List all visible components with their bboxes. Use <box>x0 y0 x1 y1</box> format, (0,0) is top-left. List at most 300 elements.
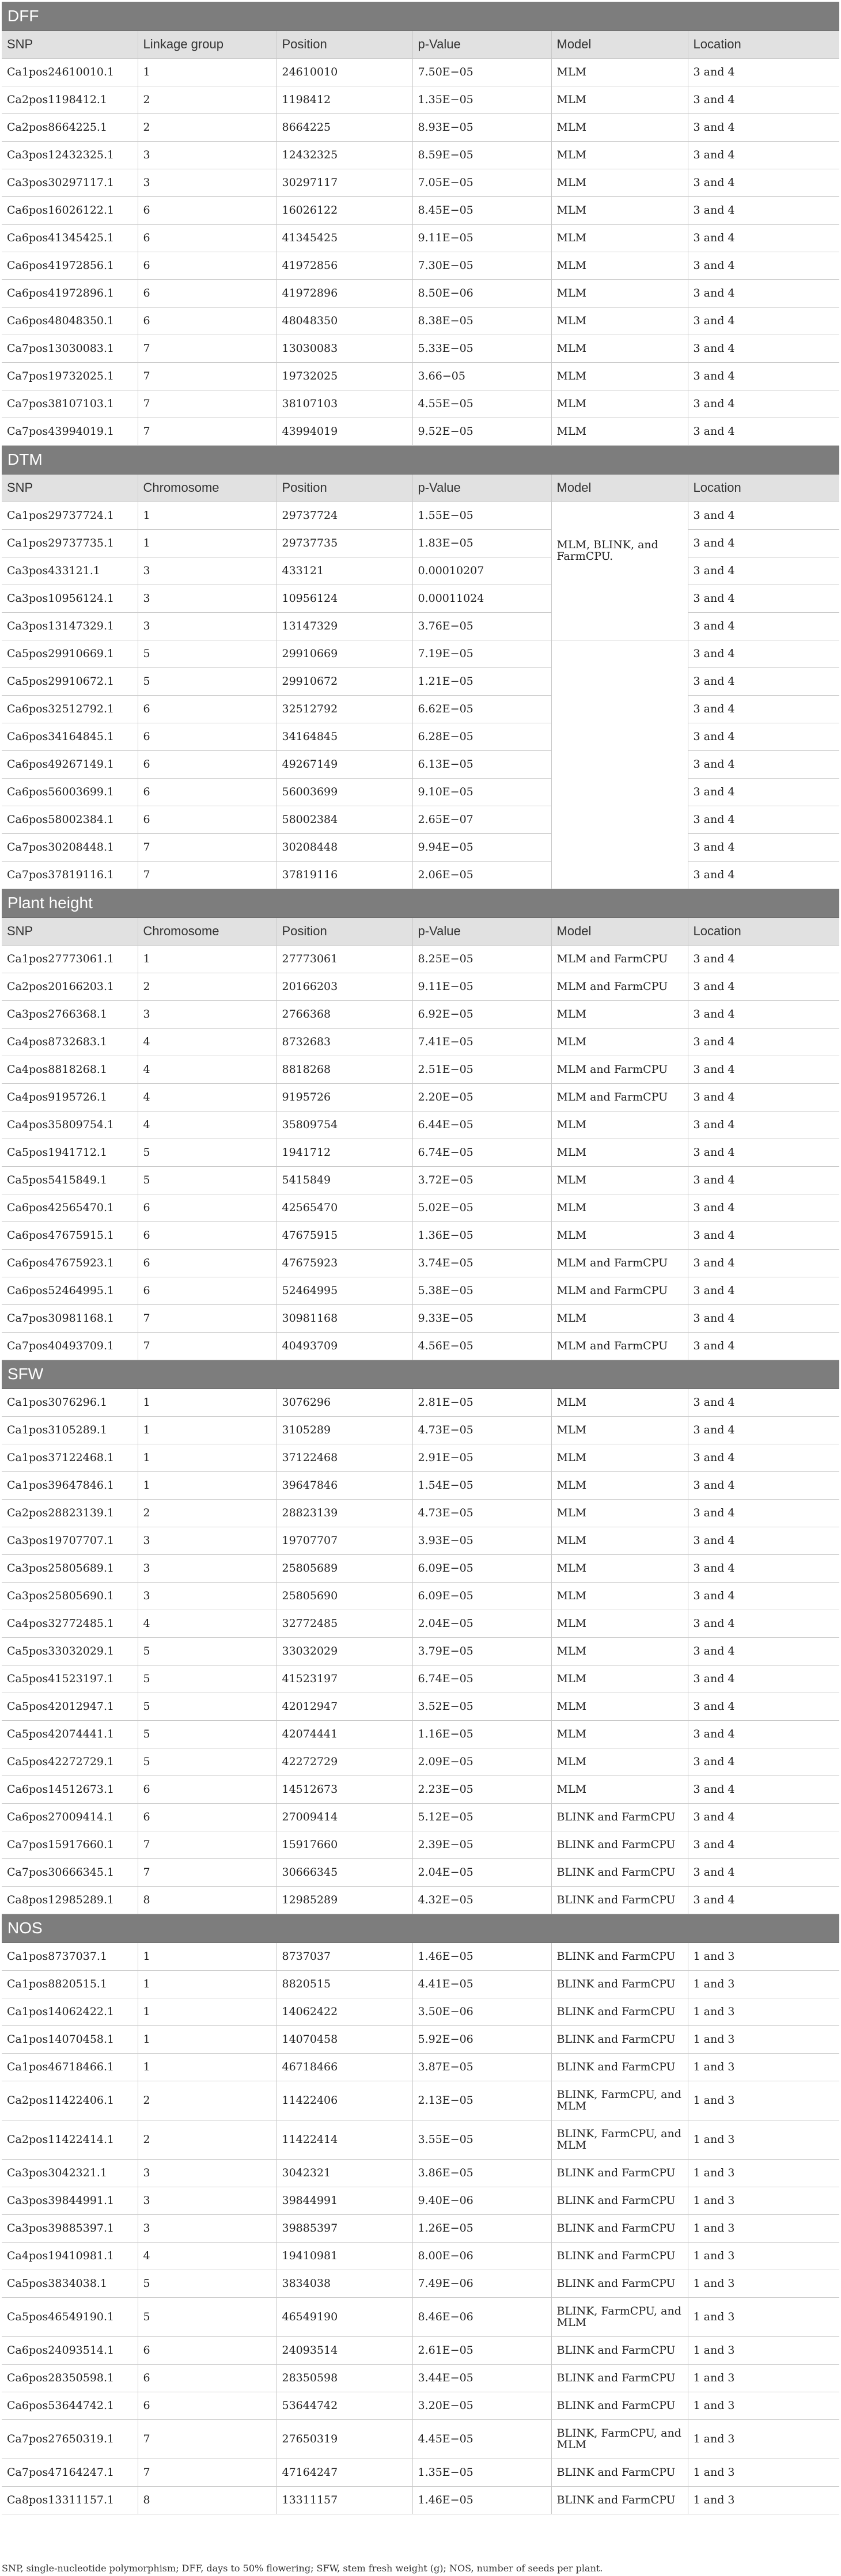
group-cell: 6 <box>138 2392 276 2419</box>
snp-cell: Ca3pos39885397.1 <box>2 2214 138 2242</box>
table-row <box>2 1665 839 1693</box>
snp-cell: Ca4pos8732683.1 <box>2 1028 138 1056</box>
model-cell: BLINK, FarmCPU, and MLM <box>551 2120 688 2159</box>
section-title: Plant height <box>2 889 839 917</box>
pvalue-cell: 2.39E−05 <box>412 1831 551 1858</box>
location-cell: 3 and 4 <box>688 945 839 973</box>
position-cell: 42272729 <box>276 1748 412 1775</box>
snp-cell: Ca1pos3105289.1 <box>2 1416 138 1444</box>
snp-cell: Ca2pos28823139.1 <box>2 1499 138 1527</box>
location-cell: 1 and 3 <box>688 2392 839 2419</box>
group-cell: 3 <box>138 1582 276 1610</box>
position-cell: 9195726 <box>276 1083 412 1111</box>
results-table-container <box>2 2 839 2514</box>
location-cell: 1 and 3 <box>688 2187 839 2214</box>
group-cell: 5 <box>138 2270 276 2297</box>
snp-cell: Ca6pos56003699.1 <box>2 778 138 806</box>
model-cell: MLM <box>551 1720 688 1748</box>
snp-cell: Ca5pos3834038.1 <box>2 2270 138 2297</box>
snp-cell: Ca5pos42012947.1 <box>2 1693 138 1720</box>
pvalue-cell: 2.20E−05 <box>412 1083 551 1111</box>
model-cell: MLM and FarmCPU <box>551 1056 688 1083</box>
group-cell: 7 <box>138 833 276 861</box>
snp-cell: Ca2pos11422406.1 <box>2 2081 138 2120</box>
location-cell: 3 and 4 <box>688 1444 839 1471</box>
group-cell: 2 <box>138 1499 276 1527</box>
location-cell: 3 and 4 <box>688 1083 839 1111</box>
position-cell: 52464995 <box>276 1277 412 1304</box>
model-cell: MLM <box>551 141 688 169</box>
pvalue-cell: 5.38E−05 <box>412 1277 551 1304</box>
group-cell: 7 <box>138 861 276 889</box>
position-cell: 28823139 <box>276 1499 412 1527</box>
column-header: Location <box>688 917 839 945</box>
table-row <box>2 502 839 529</box>
table-row <box>2 750 839 778</box>
position-cell: 24610010 <box>276 58 412 86</box>
group-cell: 6 <box>138 723 276 750</box>
pvalue-cell: 7.49E−06 <box>412 2270 551 2297</box>
location-cell: 3 and 4 <box>688 1527 839 1554</box>
model-cell: MLM <box>551 1637 688 1665</box>
position-cell: 29910669 <box>276 640 412 667</box>
model-cell: MLM <box>551 86 688 113</box>
location-cell: 3 and 4 <box>688 1221 839 1249</box>
pvalue-cell: 9.33E−05 <box>412 1304 551 1332</box>
pvalue-cell: 4.45E−05 <box>412 2419 551 2459</box>
model-cell: MLM <box>551 1775 688 1803</box>
pvalue-cell: 2.81E−05 <box>412 1388 551 1416</box>
model-cell: MLM <box>551 1527 688 1554</box>
location-cell: 3 and 4 <box>688 1499 839 1527</box>
position-cell: 38107103 <box>276 390 412 418</box>
position-cell: 41972856 <box>276 252 412 279</box>
table-row <box>2 1775 839 1803</box>
snp-cell: Ca3pos25805690.1 <box>2 1582 138 1610</box>
column-header: Linkage group <box>138 31 276 58</box>
position-cell: 25805689 <box>276 1554 412 1582</box>
model-cell: BLINK and FarmCPU <box>551 1831 688 1858</box>
location-cell: 3 and 4 <box>688 252 839 279</box>
location-cell: 3 and 4 <box>688 390 839 418</box>
table-row <box>2 1416 839 1444</box>
group-cell: 4 <box>138 1610 276 1637</box>
table-row <box>2 362 839 390</box>
group-cell: 1 <box>138 1444 276 1471</box>
snp-cell: Ca5pos29910672.1 <box>2 667 138 695</box>
table-row <box>2 778 839 806</box>
location-cell: 3 and 4 <box>688 833 839 861</box>
model-cell: MLM <box>551 1582 688 1610</box>
group-cell: 6 <box>138 1194 276 1221</box>
model-cell: MLM <box>551 1111 688 1139</box>
table-row <box>2 973 839 1000</box>
position-cell: 34164845 <box>276 723 412 750</box>
model-cell: MLM <box>551 279 688 307</box>
snp-cell: Ca2pos20166203.1 <box>2 973 138 1000</box>
table-row <box>2 307 839 335</box>
group-cell: 6 <box>138 2336 276 2364</box>
column-header-row <box>2 917 839 945</box>
snp-cell: Ca6pos32512792.1 <box>2 695 138 723</box>
location-cell: 1 and 3 <box>688 2159 839 2187</box>
location-cell: 3 and 4 <box>688 1693 839 1720</box>
location-cell: 3 and 4 <box>688 335 839 362</box>
pvalue-cell: 7.05E−05 <box>412 169 551 196</box>
position-cell: 14062422 <box>276 1998 412 2025</box>
snp-cell: Ca6pos24093514.1 <box>2 2336 138 2364</box>
model-cell: BLINK and FarmCPU <box>551 2159 688 2187</box>
pvalue-cell: 4.56E−05 <box>412 1332 551 1360</box>
table-row <box>2 1194 839 1221</box>
group-cell: 5 <box>138 1166 276 1194</box>
group-cell: 7 <box>138 1858 276 1886</box>
model-cell-empty <box>551 640 688 889</box>
column-header: SNP <box>2 31 138 58</box>
location-cell: 1 and 3 <box>688 2053 839 2081</box>
snp-cell: Ca6pos49267149.1 <box>2 750 138 778</box>
column-header: Model <box>551 917 688 945</box>
snp-cell: Ca6pos42565470.1 <box>2 1194 138 1221</box>
location-cell: 1 and 3 <box>688 2242 839 2270</box>
pvalue-cell: 6.92E−05 <box>412 1000 551 1028</box>
table-row <box>2 141 839 169</box>
group-cell: 1 <box>138 1943 276 1970</box>
group-cell: 4 <box>138 1028 276 1056</box>
snp-cell: Ca1pos8737037.1 <box>2 1943 138 1970</box>
snp-cell: Ca6pos16026122.1 <box>2 196 138 224</box>
position-cell: 53644742 <box>276 2392 412 2419</box>
column-header: Location <box>688 31 839 58</box>
group-cell: 6 <box>138 1221 276 1249</box>
pvalue-cell: 8.46E−06 <box>412 2297 551 2336</box>
pvalue-cell: 6.13E−05 <box>412 750 551 778</box>
model-cell: BLINK and FarmCPU <box>551 1886 688 1914</box>
model-cell: MLM <box>551 1221 688 1249</box>
location-cell: 3 and 4 <box>688 418 839 445</box>
snp-cell: Ca7pos47164247.1 <box>2 2459 138 2486</box>
table-row <box>2 335 839 362</box>
table-row <box>2 2025 839 2053</box>
pvalue-cell: 7.41E−05 <box>412 1028 551 1056</box>
pvalue-cell: 3.86E−05 <box>412 2159 551 2187</box>
location-cell: 3 and 4 <box>688 1277 839 1304</box>
location-cell: 3 and 4 <box>688 529 839 557</box>
location-cell: 1 and 3 <box>688 2297 839 2336</box>
table-row <box>2 1056 839 1083</box>
table-row <box>2 1166 839 1194</box>
model-cell: MLM and FarmCPU <box>551 1332 688 1360</box>
position-cell: 42074441 <box>276 1720 412 1748</box>
snp-cell: Ca5pos42074441.1 <box>2 1720 138 1748</box>
snp-cell: Ca4pos9195726.1 <box>2 1083 138 1111</box>
position-cell: 29737735 <box>276 529 412 557</box>
model-cell: MLM <box>551 1166 688 1194</box>
snp-cell: Ca3pos30297117.1 <box>2 169 138 196</box>
location-cell: 3 and 4 <box>688 1166 839 1194</box>
pvalue-cell: 8.38E−05 <box>412 307 551 335</box>
model-cell: MLM <box>551 169 688 196</box>
group-cell: 1 <box>138 2025 276 2053</box>
pvalue-cell: 3.74E−05 <box>412 1249 551 1277</box>
pvalue-cell: 8.45E−05 <box>412 196 551 224</box>
location-cell: 1 and 3 <box>688 1970 839 1998</box>
position-cell: 56003699 <box>276 778 412 806</box>
group-cell: 4 <box>138 1056 276 1083</box>
model-cell: MLM <box>551 1748 688 1775</box>
group-cell: 7 <box>138 335 276 362</box>
model-cell: MLM <box>551 113 688 141</box>
group-cell: 1 <box>138 945 276 973</box>
group-cell: 1 <box>138 529 276 557</box>
pvalue-cell: 6.44E−05 <box>412 1111 551 1139</box>
snp-cell: Ca7pos40493709.1 <box>2 1332 138 1360</box>
table-row <box>2 1831 839 1858</box>
section-header-row <box>2 1914 839 1943</box>
table-footnote: SNP, single-nucleotide polymorphism; DFF, days to 50% flowering; SFW, stem fresh weight (g); NOS, number of seeds per plant. <box>2 2563 603 2574</box>
table-row <box>2 557 839 585</box>
model-cell: BLINK and FarmCPU <box>551 2336 688 2364</box>
model-cell: MLM <box>551 307 688 335</box>
group-cell: 5 <box>138 1637 276 1665</box>
group-cell: 2 <box>138 86 276 113</box>
pvalue-cell: 3.87E−05 <box>412 2053 551 2081</box>
location-cell: 1 and 3 <box>688 2364 839 2392</box>
location-cell: 3 and 4 <box>688 1139 839 1166</box>
position-cell: 14512673 <box>276 1775 412 1803</box>
location-cell: 3 and 4 <box>688 667 839 695</box>
snp-cell: Ca1pos46718466.1 <box>2 2053 138 2081</box>
group-cell: 3 <box>138 2159 276 2187</box>
snp-cell: Ca1pos39647846.1 <box>2 1471 138 1499</box>
model-cell: MLM <box>551 1610 688 1637</box>
snp-cell: Ca3pos3042321.1 <box>2 2159 138 2187</box>
pvalue-cell: 6.09E−05 <box>412 1582 551 1610</box>
column-header: Chromosome <box>138 474 276 502</box>
group-cell: 6 <box>138 778 276 806</box>
pvalue-cell: 3.55E−05 <box>412 2120 551 2159</box>
group-cell: 6 <box>138 695 276 723</box>
snp-cell: Ca3pos10956124.1 <box>2 585 138 612</box>
column-header: SNP <box>2 917 138 945</box>
table-row <box>2 1000 839 1028</box>
pvalue-cell: 2.65E−07 <box>412 806 551 833</box>
snp-cell: Ca6pos41345425.1 <box>2 224 138 252</box>
pvalue-cell: 1.55E−05 <box>412 502 551 529</box>
group-cell: 3 <box>138 585 276 612</box>
model-cell: MLM <box>551 1693 688 1720</box>
snp-cell: Ca1pos27773061.1 <box>2 945 138 973</box>
pvalue-cell: 1.54E−05 <box>412 1471 551 1499</box>
snp-cell: Ca6pos27009414.1 <box>2 1803 138 1831</box>
snp-cell: Ca1pos8820515.1 <box>2 1970 138 1998</box>
snp-cell: Ca1pos29737724.1 <box>2 502 138 529</box>
group-cell: 1 <box>138 1416 276 1444</box>
table-row <box>2 2081 839 2120</box>
model-cell: MLM <box>551 1304 688 1332</box>
position-cell: 30297117 <box>276 169 412 196</box>
position-cell: 41972896 <box>276 279 412 307</box>
position-cell: 3834038 <box>276 2270 412 2297</box>
column-header: p-Value <box>412 474 551 502</box>
location-cell: 3 and 4 <box>688 1332 839 1360</box>
snp-cell: Ca1pos29737735.1 <box>2 529 138 557</box>
table-row <box>2 1527 839 1554</box>
table-row <box>2 1111 839 1139</box>
group-cell: 6 <box>138 252 276 279</box>
model-cell: MLM and FarmCPU <box>551 973 688 1000</box>
group-cell: 4 <box>138 2242 276 2270</box>
location-cell: 3 and 4 <box>688 141 839 169</box>
position-cell: 16026122 <box>276 196 412 224</box>
group-cell: 8 <box>138 2486 276 2514</box>
column-header-row <box>2 474 839 502</box>
snp-cell: Ca6pos47675923.1 <box>2 1249 138 1277</box>
section-title: NOS <box>2 1914 839 1943</box>
position-cell: 5415849 <box>276 1166 412 1194</box>
pvalue-cell: 2.13E−05 <box>412 2081 551 2120</box>
table-row <box>2 224 839 252</box>
position-cell: 19410981 <box>276 2242 412 2270</box>
group-cell: 3 <box>138 1527 276 1554</box>
pvalue-cell: 1.36E−05 <box>412 1221 551 1249</box>
table-row <box>2 1803 839 1831</box>
pvalue-cell: 3.52E−05 <box>412 1693 551 1720</box>
location-cell: 1 and 3 <box>688 1998 839 2025</box>
section-header-row <box>2 445 839 474</box>
pvalue-cell: 3.76E−05 <box>412 612 551 640</box>
table-row <box>2 1028 839 1056</box>
group-cell: 1 <box>138 502 276 529</box>
pvalue-cell: 9.11E−05 <box>412 973 551 1000</box>
table-row <box>2 2242 839 2270</box>
snp-cell: Ca3pos19707707.1 <box>2 1527 138 1554</box>
group-cell: 3 <box>138 2187 276 2214</box>
location-cell: 3 and 4 <box>688 585 839 612</box>
position-cell: 12985289 <box>276 1886 412 1914</box>
snp-cell: Ca1pos3076296.1 <box>2 1388 138 1416</box>
snp-cell: Ca4pos32772485.1 <box>2 1610 138 1637</box>
table-row <box>2 2486 839 2514</box>
model-cell: MLM <box>551 1665 688 1693</box>
column-header: Position <box>276 31 412 58</box>
position-cell: 27773061 <box>276 945 412 973</box>
position-cell: 46718466 <box>276 2053 412 2081</box>
location-cell: 3 and 4 <box>688 1194 839 1221</box>
snp-cell: Ca1pos14070458.1 <box>2 2025 138 2053</box>
location-cell: 3 and 4 <box>688 1886 839 1914</box>
table-row <box>2 529 839 557</box>
model-cell: MLM and FarmCPU <box>551 1083 688 1111</box>
model-cell: MLM <box>551 390 688 418</box>
model-cell: BLINK and FarmCPU <box>551 2214 688 2242</box>
pvalue-cell: 4.73E−05 <box>412 1499 551 1527</box>
pvalue-cell: 2.04E−05 <box>412 1610 551 1637</box>
snp-cell: Ca3pos25805689.1 <box>2 1554 138 1582</box>
snp-cell: Ca6pos41972856.1 <box>2 252 138 279</box>
group-cell: 6 <box>138 196 276 224</box>
location-cell: 3 and 4 <box>688 1304 839 1332</box>
location-cell: 3 and 4 <box>688 1720 839 1748</box>
location-cell: 3 and 4 <box>688 1056 839 1083</box>
snp-cell: Ca2pos1198412.1 <box>2 86 138 113</box>
pvalue-cell: 6.74E−05 <box>412 1665 551 1693</box>
position-cell: 41523197 <box>276 1665 412 1693</box>
table-row <box>2 806 839 833</box>
position-cell: 48048350 <box>276 307 412 335</box>
position-cell: 3105289 <box>276 1416 412 1444</box>
pvalue-cell: 3.79E−05 <box>412 1637 551 1665</box>
location-cell: 3 and 4 <box>688 58 839 86</box>
group-cell: 6 <box>138 279 276 307</box>
position-cell: 42012947 <box>276 1693 412 1720</box>
location-cell: 3 and 4 <box>688 612 839 640</box>
table-row <box>2 1998 839 2025</box>
pvalue-cell: 2.04E−05 <box>412 1858 551 1886</box>
position-cell: 8820515 <box>276 1970 412 1998</box>
location-cell: 3 and 4 <box>688 640 839 667</box>
pvalue-cell: 6.09E−05 <box>412 1554 551 1582</box>
group-cell: 3 <box>138 141 276 169</box>
table-row <box>2 1332 839 1360</box>
table-row <box>2 640 839 667</box>
position-cell: 29737724 <box>276 502 412 529</box>
position-cell: 19707707 <box>276 1527 412 1554</box>
location-cell: 3 and 4 <box>688 723 839 750</box>
position-cell: 42565470 <box>276 1194 412 1221</box>
table-row <box>2 667 839 695</box>
model-cell: MLM <box>551 362 688 390</box>
group-cell: 6 <box>138 1249 276 1277</box>
location-cell: 3 and 4 <box>688 1554 839 1582</box>
position-cell: 39885397 <box>276 2214 412 2242</box>
gwas-results-table <box>2 2 839 2514</box>
group-cell: 3 <box>138 612 276 640</box>
model-cell: MLM <box>551 1471 688 1499</box>
location-cell: 3 and 4 <box>688 224 839 252</box>
snp-cell: Ca5pos33032029.1 <box>2 1637 138 1665</box>
location-cell: 1 and 3 <box>688 2270 839 2297</box>
pvalue-cell: 2.51E−05 <box>412 1056 551 1083</box>
position-cell: 33032029 <box>276 1637 412 1665</box>
table-row <box>2 2214 839 2242</box>
location-cell: 3 and 4 <box>688 1775 839 1803</box>
pvalue-cell: 9.94E−05 <box>412 833 551 861</box>
location-cell: 3 and 4 <box>688 1803 839 1831</box>
model-cell: BLINK and FarmCPU <box>551 2242 688 2270</box>
position-cell: 39844991 <box>276 2187 412 2214</box>
table-row <box>2 196 839 224</box>
model-cell: BLINK and FarmCPU <box>551 2270 688 2297</box>
pvalue-cell: 2.61E−05 <box>412 2336 551 2364</box>
table-row <box>2 695 839 723</box>
group-cell: 7 <box>138 362 276 390</box>
table-row <box>2 2053 839 2081</box>
pvalue-cell: 2.06E−05 <box>412 861 551 889</box>
pvalue-cell: 3.44E−05 <box>412 2364 551 2392</box>
position-cell: 15917660 <box>276 1831 412 1858</box>
position-cell: 433121 <box>276 557 412 585</box>
location-cell: 3 and 4 <box>688 1111 839 1139</box>
table-row <box>2 1970 839 1998</box>
position-cell: 43994019 <box>276 418 412 445</box>
position-cell: 29910672 <box>276 667 412 695</box>
table-row <box>2 1388 839 1416</box>
section-title: DFF <box>2 2 839 31</box>
position-cell: 30666345 <box>276 1858 412 1886</box>
table-row <box>2 1471 839 1499</box>
model-cell: MLM <box>551 418 688 445</box>
